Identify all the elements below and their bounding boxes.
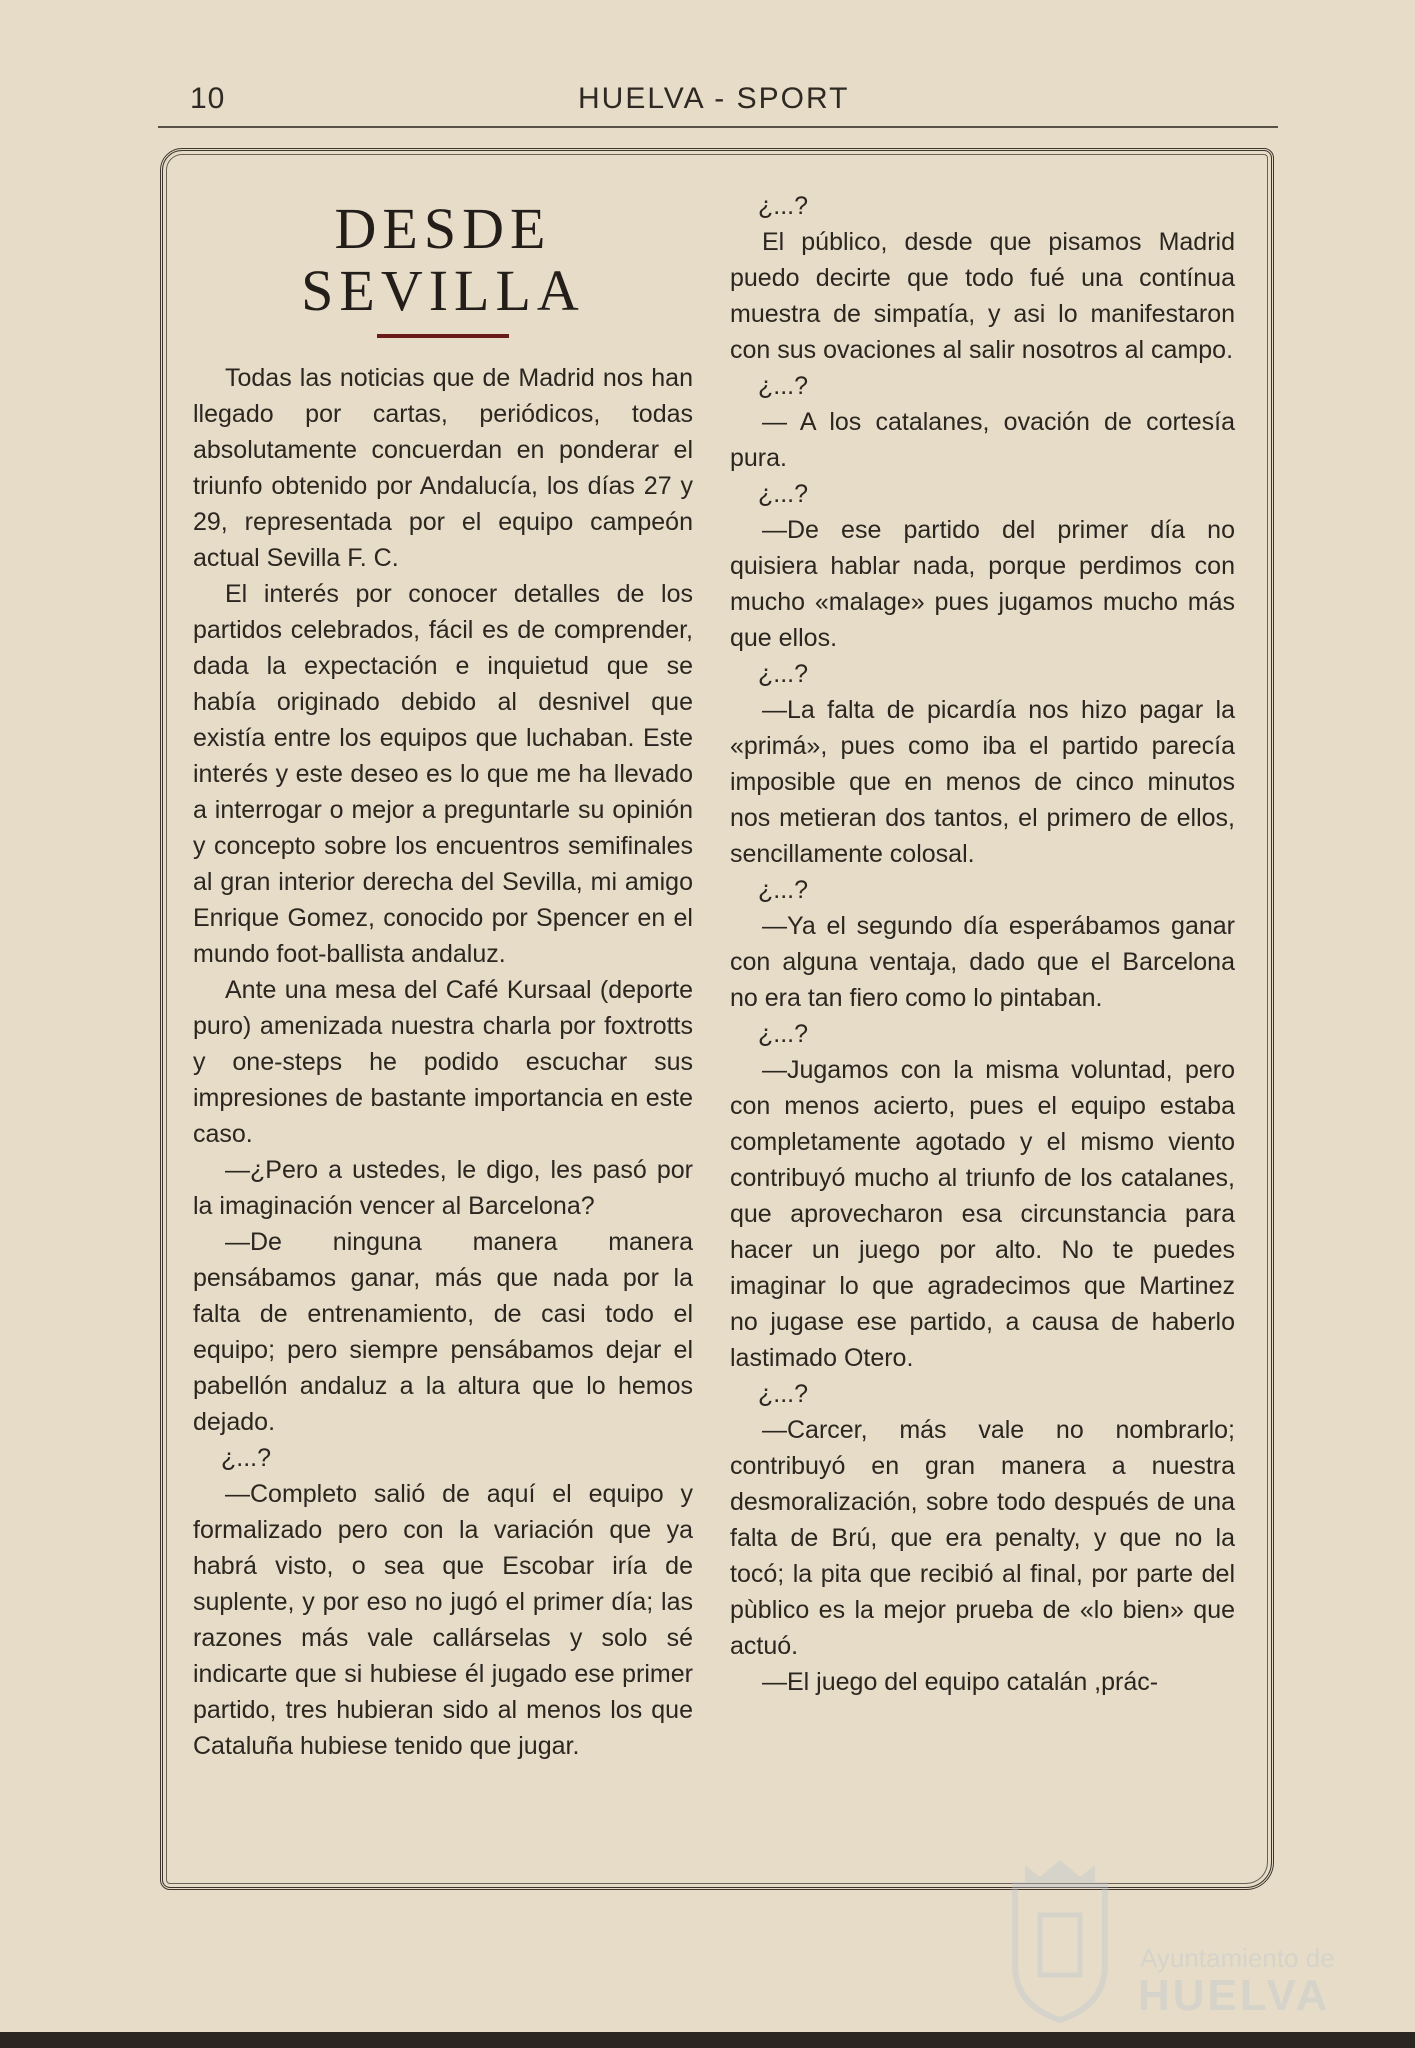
question-marker: ¿...? — [758, 876, 809, 904]
article-paragraph: —De ese partido del primer día no quisiera hablar nada, porque perdimos con mucho «malage» pues jugamos mucho más que ellos. — [730, 516, 1235, 652]
article-paragraph: —Completo salió de aquí el equipo y formalizado pero con la variación que ya habrá visto, o sea que Escobar iría de suplente, y por eso no jugó el primer día; las razones más vale callárselas y solo sé indicarte que si hubiese él jugado ese primer partido, tres hubieran sido al menos los que Cataluña hubiese tenido que jugar. — [193, 1480, 693, 1760]
article-paragraph: —Carcer, más vale no nombrarlo; contribuyó en gran manera a nuestra desmoralización, sobre todo después de una falta de Brú, que era penalty, y que no la tocó; la pita que recibió al final, por parte del pùblico es la mejor prueba de «lo bien» que actuó. — [730, 1416, 1235, 1660]
title-rule — [377, 334, 509, 338]
watermark-line-2: HUELVA — [1138, 1971, 1331, 2020]
article-paragraph: El interés por conocer detalles de los partidos celebrados, fácil es de comprender, dada la expectación e inquietud que se había originado debido al desnivel que existía entre los equipos que luchaban. Este interés y este deseo es lo que me ha llevado a interrogar o mejor a preguntarle su opinión y concepto sobre los encuentros semifinales al gran interior derecha del Sevilla, mi amigo Enrique Gomez, conocido por Spencer en el mundo foot-ballista andaluz. — [193, 580, 693, 968]
article-paragraph: —El juego del equipo catalán ,prác- — [762, 1668, 1159, 1696]
article-paragraph: Todas las noticias que de Madrid nos han llegado por cartas, periódicos, todas absolutamente concuerdan en ponderar el triunfo obtenido por Andalucía, los días 27 y 29, representada por el equipo campeón actual Sevilla F. C. — [193, 364, 693, 572]
article-paragraph: —La falta de picardía nos hizo pagar la «primá», pues como iba el partido parecía imposible que en menos de cinco minutos nos metieran dos tantos, el primero de ellos, sencillamente colosal. — [730, 696, 1235, 868]
watermark-line-1: Ayuntamiento de — [1140, 1943, 1335, 1973]
article-paragraph: El público, desde que pisamos Madrid puedo decirte que todo fué una contínua muestra de simpatía, y asi lo manifestaron con sus ovaciones al salir nosotros al campo. — [730, 228, 1235, 364]
question-marker: ¿...? — [221, 1444, 272, 1472]
article-paragraph: —¿Pero a ustedes, le digo, les pasó por la imaginación vencer al Barcelona? — [193, 1156, 693, 1220]
question-marker: ¿...? — [758, 1380, 809, 1408]
right-column — [730, 188, 1235, 1700]
article-paragraph: —De ninguna manera manera pensábamos ganar, más que nada por la falta de entrenamiento, de casi todo el equipo; pero siempre pensábamos dejar el pabellón andaluz a la altura que lo hemos dejado. — [193, 1228, 693, 1436]
left-column-body — [193, 360, 693, 1764]
page-number: 10 — [190, 82, 226, 115]
article-paragraph: Ante una mesa del Café Kursaal (deporte puro) amenizada nuestra charla por foxtrotts y one-steps he podido escuchar sus impresiones de bastante importancia en este caso. — [193, 976, 693, 1148]
article-paragraph: — A los catalanes, ovación de cortesía pura. — [730, 408, 1235, 472]
question-marker: ¿...? — [758, 660, 809, 688]
question-marker: ¿...? — [758, 372, 809, 400]
article-paragraph: —Jugamos con la misma voluntad, pero con menos acierto, pues el equipo estaba completamente agotado y el mismo viento contribuyó mucho al triunfo de los catalanes, que aprovecharon esa circunstancia para hacer un juego por alto. No te puedes imaginar lo que agradecimos que Martinez no jugase ese partido, a causa de haberlo lastimado Otero. — [730, 1056, 1235, 1372]
question-marker: ¿...? — [758, 480, 809, 508]
question-marker: ¿...? — [758, 1020, 809, 1048]
article-title: DESDE SEVILLA — [301, 196, 585, 323]
question-marker: ¿...? — [758, 192, 809, 220]
article-paragraph: —Ya el segundo día esperábamos ganar con alguna ventaja, dado que el Barcelona no era tan fiero como lo pintaban. — [730, 912, 1235, 1012]
right-column-body — [730, 188, 1235, 1700]
magazine-title: HUELVA - SPORT — [578, 82, 850, 115]
city-coat-of-arms-icon — [1000, 1855, 1120, 2025]
left-column — [193, 188, 693, 1764]
archive-watermark — [1000, 1855, 1360, 2030]
page-header — [158, 78, 1278, 128]
